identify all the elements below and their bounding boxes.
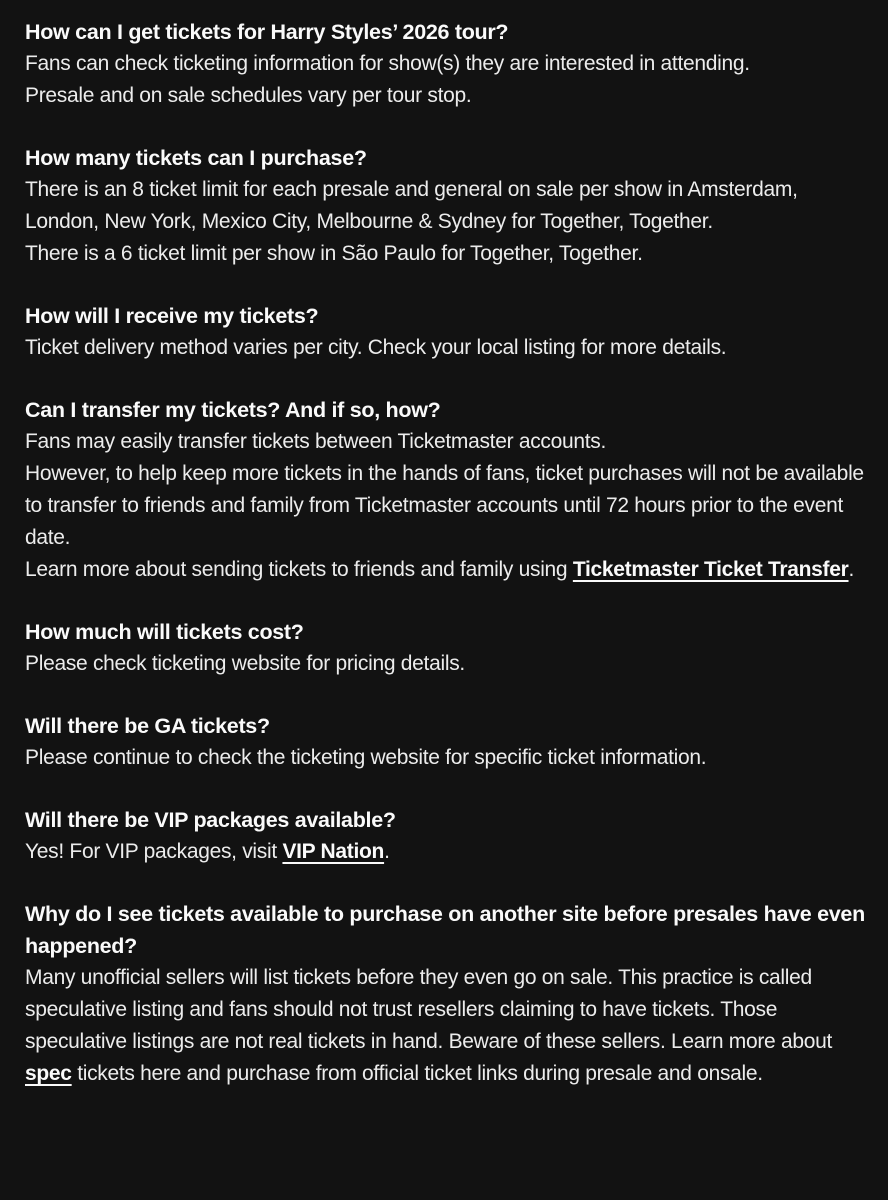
faq-question: How much will tickets cost? — [25, 620, 304, 644]
faq-section — [25, 142, 865, 270]
faq-answer-paragraph — [25, 426, 865, 458]
faq-answer-paragraph — [25, 836, 865, 868]
answer-text: Many unofficial sellers will list tickets before they even go on sale. This practice is called speculative listing and fans should not trust resellers claiming to have tickets. Those speculative listings are not real tickets in hand. Beware of these sellers. Learn more about — [25, 966, 833, 1053]
answer-text: . — [848, 558, 855, 581]
answer-text: . — [384, 840, 390, 863]
answer-text: Please check ticketing website for pricing details. — [25, 652, 465, 675]
faq-answer-paragraph — [25, 458, 865, 554]
vip-nation-link[interactable]: VIP Nation — [282, 840, 385, 863]
ticketmaster-ticket-transfer-link[interactable]: Ticketmaster Ticket Transfer — [572, 558, 849, 581]
faq-question: Will there be GA tickets? — [25, 714, 270, 738]
answer-text: Fans can check ticketing information for show(s) they are interested in attending. — [25, 52, 750, 75]
answer-text: Yes! For VIP packages, visit — [25, 840, 283, 863]
faq-answer-paragraph — [25, 238, 865, 270]
faq-section — [25, 300, 865, 364]
answer-text: However, to help keep more tickets in the hands of fans, ticket purchases will not be available to transfer to friends and family from Ticketmaster accounts until 72 hours prior to the event date. — [25, 462, 864, 549]
faq-question: Can I transfer my tickets? And if so, how? — [25, 398, 441, 422]
faq-section — [25, 616, 865, 680]
faq-answer-paragraph — [25, 174, 865, 238]
faq-section — [25, 394, 865, 586]
faq-answer-paragraph — [25, 742, 865, 774]
faq-answer-paragraph — [25, 80, 865, 112]
faq-question: How will I receive my tickets? — [25, 304, 319, 328]
faq-question: Will there be VIP packages available? — [25, 808, 396, 832]
answer-text: Fans may easily transfer tickets between Ticketmaster accounts. — [25, 430, 607, 453]
faq-section — [25, 16, 865, 112]
faq-question: How many tickets can I purchase? — [25, 146, 367, 170]
answer-text: Please continue to check the ticketing website for specific ticket information. — [25, 746, 707, 769]
answer-text: There is an 8 ticket limit for each presale and general on sale per show in Amsterdam, London, New York, Mexico City, Melbourne & Sydney for Together, Together. — [25, 178, 798, 233]
spec-tickets-link[interactable]: spec — [25, 1062, 72, 1085]
faq-section — [25, 804, 865, 868]
faq-question: How can I get tickets for Harry Styles’ 2026 tour? — [25, 20, 509, 44]
faq-answer-paragraph — [25, 332, 865, 364]
faq-answer-paragraph — [25, 554, 865, 586]
faq-answer-paragraph — [25, 962, 865, 1090]
answer-text: Learn more about sending tickets to friends and family using — [25, 558, 573, 581]
faq-section — [25, 898, 865, 1090]
faq-section — [25, 710, 865, 774]
faq-answer-paragraph — [25, 648, 865, 680]
faq-list — [25, 16, 865, 1090]
answer-text: Presale and on sale schedules vary per tour stop. — [25, 84, 472, 107]
answer-text: There is a 6 ticket limit per show in São Paulo for Together, Together. — [25, 242, 643, 265]
faq-answer-paragraph — [25, 48, 865, 80]
faq-question: Why do I see tickets available to purchase on another site before presales have even happened? — [25, 902, 865, 958]
answer-text: tickets here and purchase from official ticket links during presale and onsale. — [71, 1062, 763, 1085]
answer-text: Ticket delivery method varies per city. Check your local listing for more details. — [25, 336, 727, 359]
